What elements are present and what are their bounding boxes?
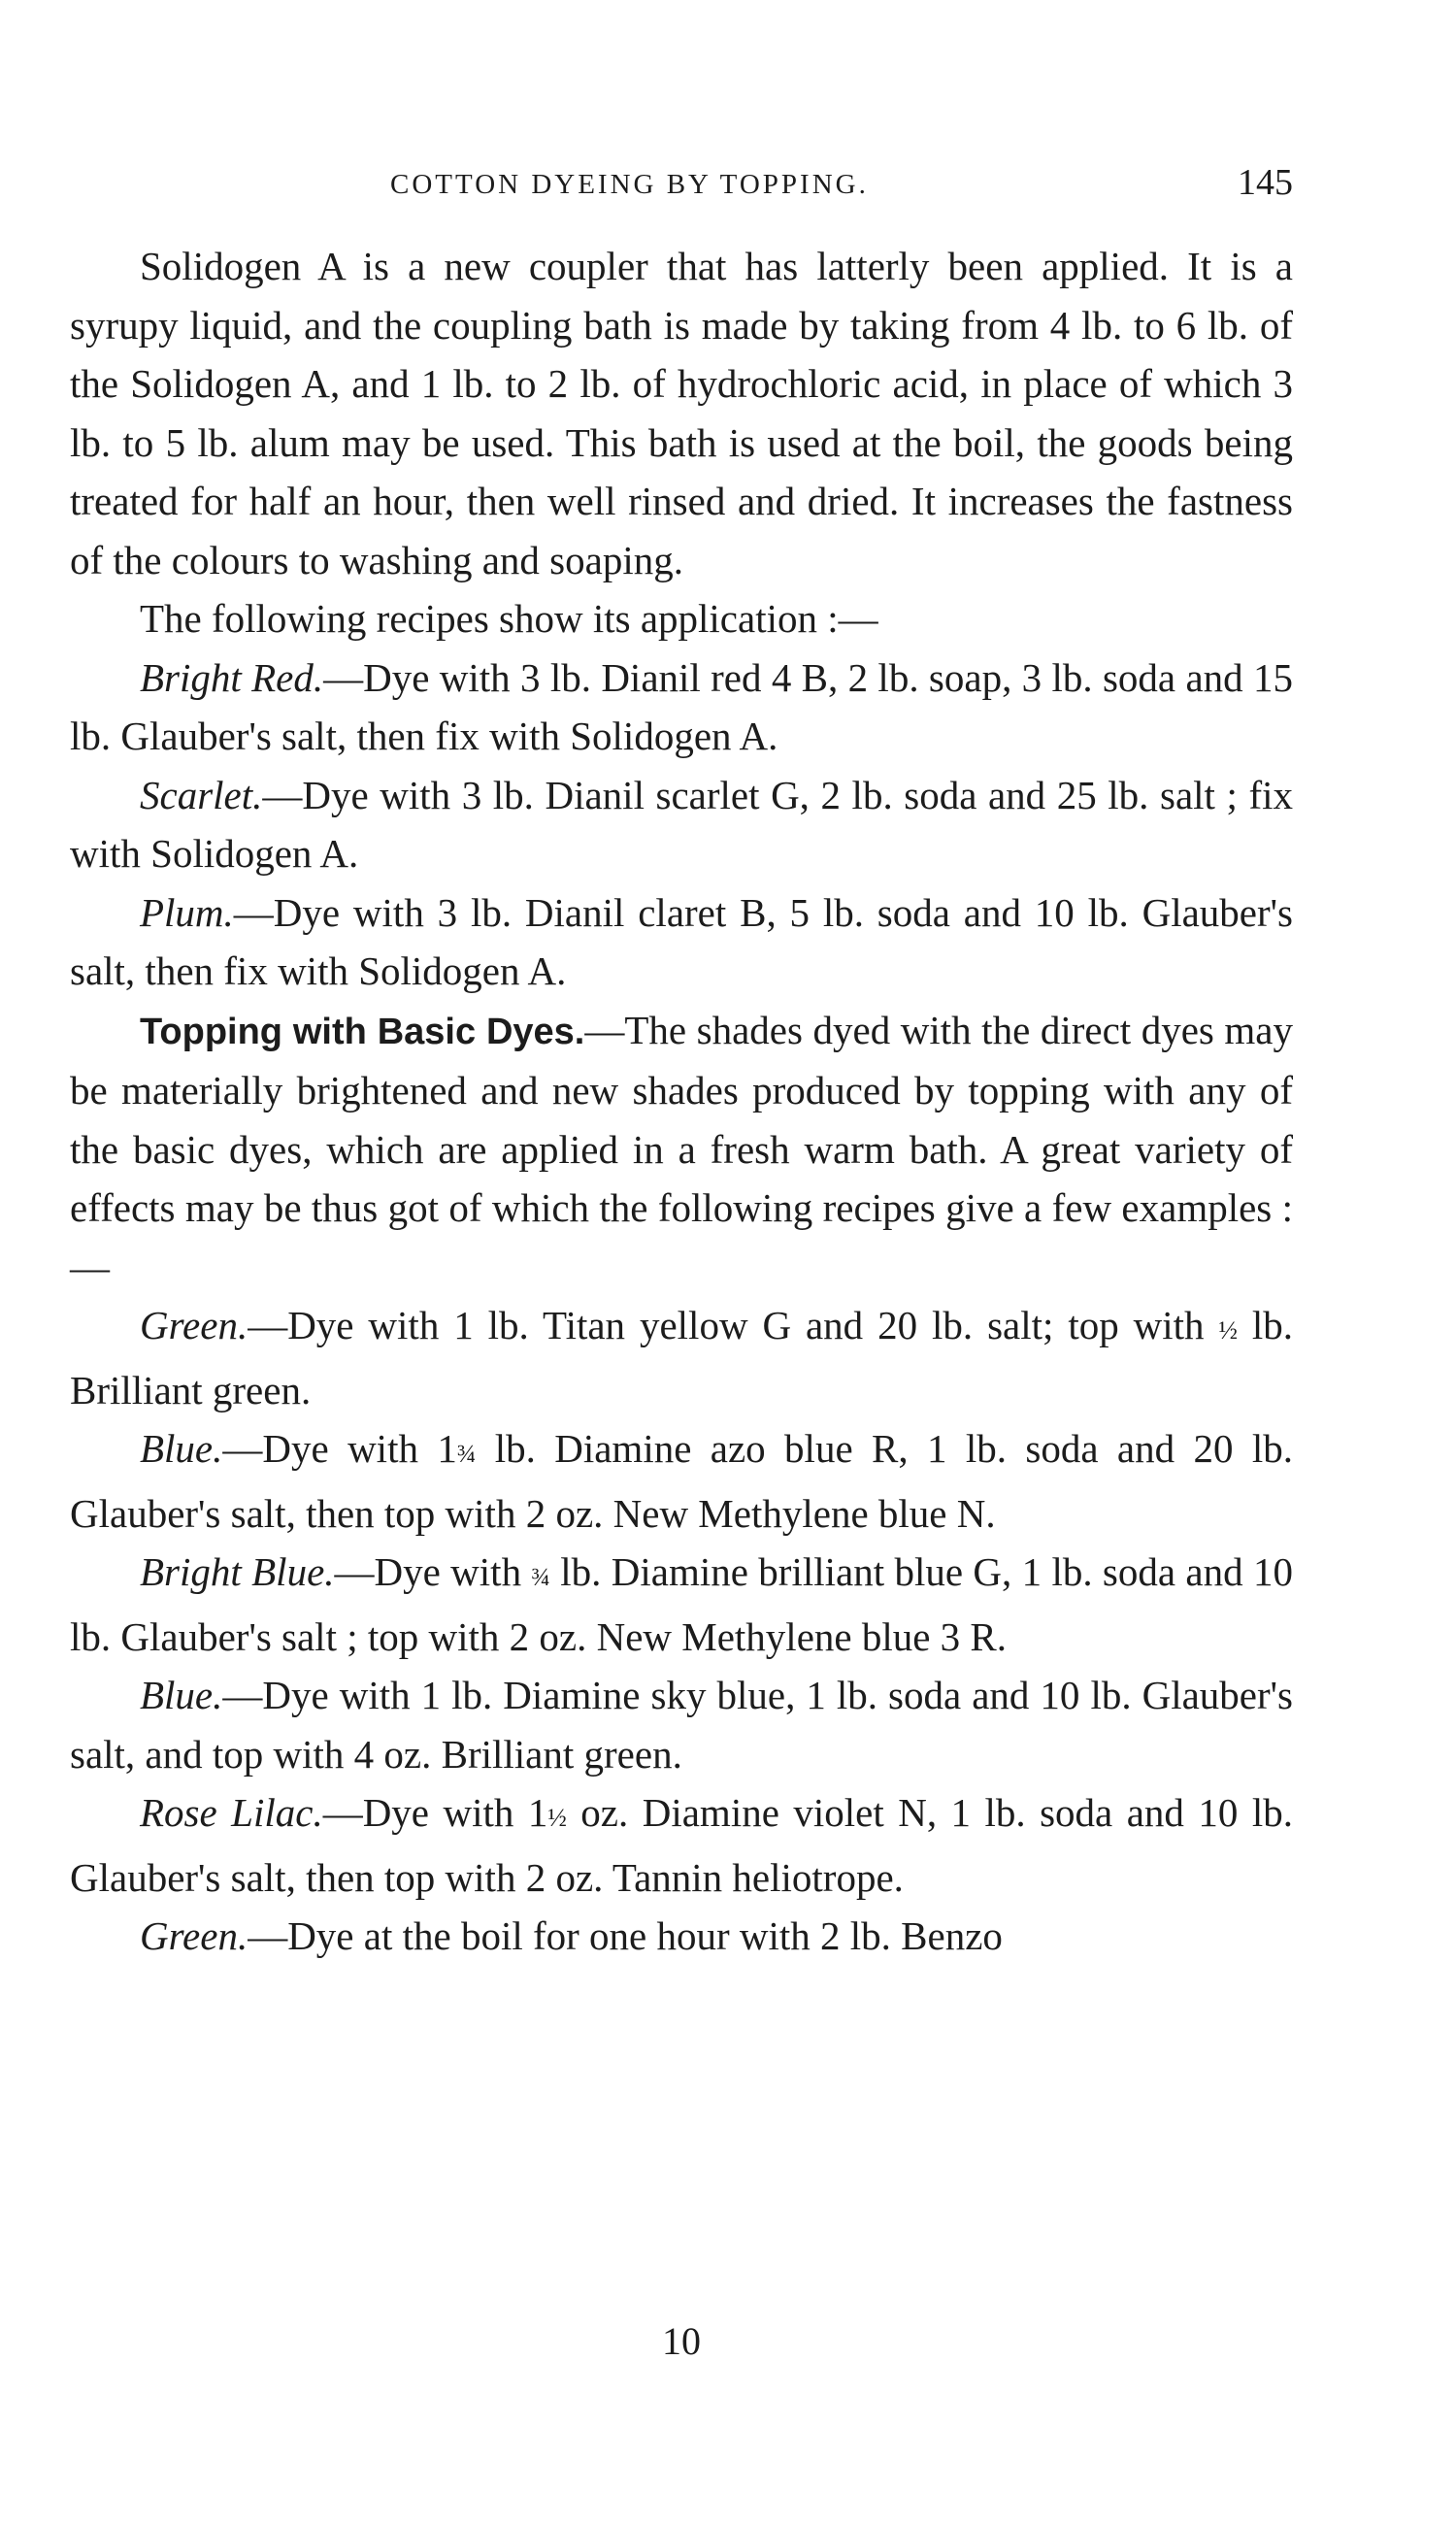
- recipe-text: —Dye at the boil for one hour with 2 lb. Benzo: [248, 1913, 1003, 1958]
- recipe-rose-lilac: [70, 1783, 1293, 1907]
- recipe-text: —Dye with 3 lb. Dianil claret B, 5 lb. soda and 10 lb. Glauber's salt, then fix with Solidogen A.: [70, 889, 1293, 993]
- paragraph-recipes-intro: [70, 589, 1293, 648]
- signature-mark: 10: [662, 2319, 701, 2363]
- recipe-blue: [70, 1419, 1293, 1543]
- running-head: COTTON DYEING BY TOPPING.: [390, 169, 869, 200]
- recipe-text: lb. Brilliant green.: [70, 1303, 1293, 1413]
- recipe-blue-sky: [70, 1666, 1293, 1783]
- recipe-bright-red: [70, 648, 1293, 766]
- recipe-title: Scarlet.: [140, 772, 263, 817]
- recipe-text: —Dye with 3 lb. Dianil red 4 B, 2 lb. soap, 3 lb. soda and 15 lb. Glauber's salt, then fix with Solidogen A.: [70, 654, 1293, 758]
- recipe-text: —Dye with 3 lb. Dianil scarlet G, 2 lb. soda and 25 lb. salt ; fix with Solidogen A.: [70, 772, 1293, 876]
- recipe-text: lb. Diamine brilliant blue G, 1 lb. soda and 10 lb. Glauber's salt ; top with 2 oz. New Methylene blue 3 R.: [70, 1549, 1293, 1659]
- recipe-title: Blue.: [140, 1426, 223, 1471]
- paragraph-solidogen: [70, 237, 1293, 589]
- recipe-title: Rose Lilac.: [140, 1790, 323, 1835]
- page-number: 145: [1238, 162, 1293, 203]
- section-text: —The shades dyed with the direct dyes may be materially brightened and new shades produced by topping with any of the basic dyes, which are applied in a fresh warm bath. A great variety of effects may be thus got of which the following recipes give a few examples :—: [70, 1007, 1293, 1289]
- recipe-text: —Dye with: [334, 1549, 532, 1594]
- fraction: ½: [547, 1804, 567, 1832]
- page-header: [70, 161, 1293, 210]
- recipe-title: Bright Red.: [140, 654, 324, 700]
- recipe-plum: [70, 883, 1293, 1001]
- recipe-text: oz. Diamine violet N, 1 lb. soda and 10 lb. Glauber's salt, then top with 2 oz. Tannin heliotrope.: [70, 1790, 1293, 1900]
- recipe-title: Bright Blue.: [140, 1549, 335, 1594]
- fraction: ¾: [456, 1440, 477, 1468]
- recipe-title: Plum.: [140, 889, 234, 935]
- recipe-text: —Dye with 1: [222, 1426, 457, 1471]
- recipe-text: —Dye with 1 lb. Titan yellow G and 20 lb. salt; top with: [248, 1303, 1219, 1347]
- recipe-bright-blue: [70, 1543, 1293, 1666]
- recipe-title: Green.: [140, 1913, 248, 1958]
- recipe-text: lb. Diamine azo blue R, 1 lb. soda and 20 lb. Glauber's salt, then top with 2 oz. New Methylene blue N.: [70, 1426, 1293, 1536]
- recipe-text: —Dye with 1 lb. Diamine sky blue, 1 lb. soda and 10 lb. Glauber's salt, and top with 4 oz. Brilliant green.: [70, 1673, 1293, 1777]
- recipe-scarlet: [70, 766, 1293, 883]
- recipe-title: Green.: [140, 1303, 248, 1347]
- body-text: [70, 237, 1293, 1966]
- paragraph-text: Solidogen A is a new coupler that has latterly been applied. It is a syrupy liquid, and the coupling bath is made by taking from 4 lb. to 6 lb. of the Solidogen A, and 1 lb. to 2 lb. of hydrochloric acid, in place of which 3 lb. to 5 lb. alum may be used. This bath is used at the boil, the goods being treated for half an hour, then well rinsed and dried. It increases the fastness of the colours to washing and soaping.: [70, 244, 1293, 582]
- recipe-text: —Dye with 1: [322, 1790, 548, 1835]
- section-heading: Topping with Basic Dyes.: [140, 1011, 585, 1052]
- section-topping-basic-dyes: [70, 1001, 1293, 1297]
- fraction: ½: [1218, 1316, 1238, 1345]
- book-page: [70, 0, 1293, 2526]
- fraction: ¾: [531, 1563, 550, 1591]
- recipe-title: Blue.: [140, 1673, 223, 1717]
- recipe-green: [70, 1296, 1293, 1419]
- recipe-green-benzo: [70, 1907, 1293, 1966]
- paragraph-text: The following recipes show its application :—: [140, 596, 878, 641]
